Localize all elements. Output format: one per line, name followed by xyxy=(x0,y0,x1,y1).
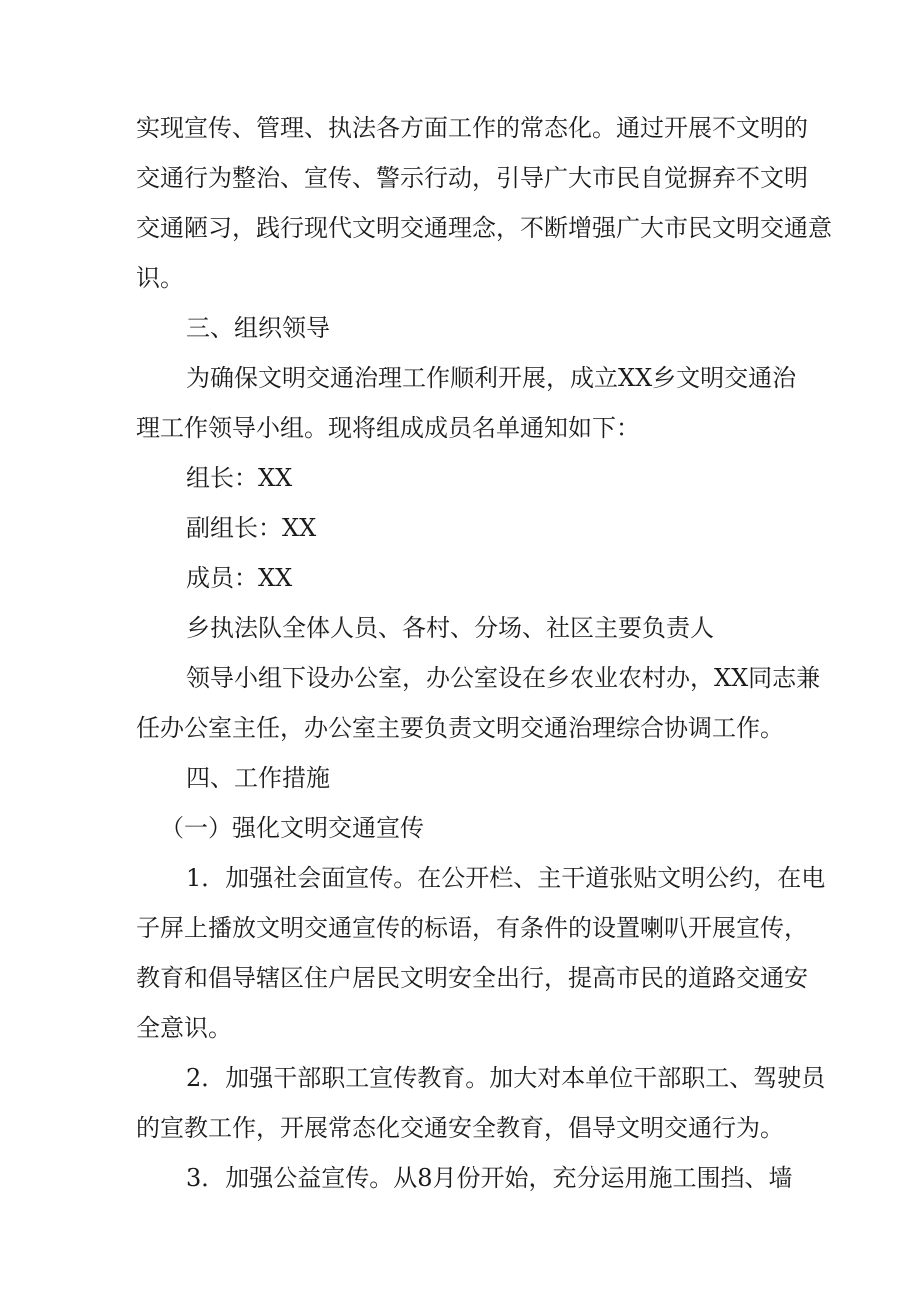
paragraph-line: 理工作领导小组。现将组成成员名单通知如下： xyxy=(136,414,640,442)
paragraph-line: 教育和倡导辖区住户居民文明安全出行，提高市民的道路交通安 xyxy=(136,964,808,992)
section-heading: 四、工作措施 xyxy=(186,764,330,792)
paragraph-line: 交通行为整治、宣传、警示行动，引导广大市民自觉摒弃不文明 xyxy=(136,164,808,192)
paragraph-line: 1．加强社会面宣传。在公开栏、主干道张贴文明公约，在电 xyxy=(186,864,826,892)
paragraph-line: 3．加强公益宣传。从8月份开始，充分运用施工围挡、墙 xyxy=(186,1164,793,1192)
paragraph-line: 2．加强干部职工宣传教育。加大对本单位干部职工、驾驶员 xyxy=(186,1064,826,1092)
paragraph-line: 子屏上播放文明交通宣传的标语，有条件的设置喇叭开展宣传， xyxy=(136,914,808,942)
paragraph-line: 的宣教工作，开展常态化交通安全教育，倡导文明交通行为。 xyxy=(136,1114,784,1142)
member-line: 乡执法队全体人员、各村、分场、社区主要负责人 xyxy=(186,614,714,642)
subsection-heading: （一）强化文明交通宣传 xyxy=(160,814,424,842)
paragraph-line: 实现宣传、管理、执法各方面工作的常态化。通过开展不文明的 xyxy=(136,114,808,142)
paragraph-line: 为确保文明交通治理工作顺利开展，成立XX乡文明交通治 xyxy=(186,364,797,392)
paragraph-line: 交通陋习，践行现代文明交通理念，不断增强广大市民文明交通意 xyxy=(136,214,832,242)
paragraph-line: 识。 xyxy=(136,264,184,292)
paragraph-line: 全意识。 xyxy=(136,1014,232,1042)
paragraph-line: 任办公室主任，办公室主要负责文明交通治理综合协调工作。 xyxy=(136,714,784,742)
member-line: 组长：XX xyxy=(186,464,293,492)
section-heading: 三、组织领导 xyxy=(186,314,330,342)
member-line: 副组长：XX xyxy=(186,514,317,542)
paragraph-line: 领导小组下设办公室，办公室设在乡农业农村办，XX同志兼 xyxy=(186,664,821,692)
member-line: 成员：XX xyxy=(186,564,293,592)
